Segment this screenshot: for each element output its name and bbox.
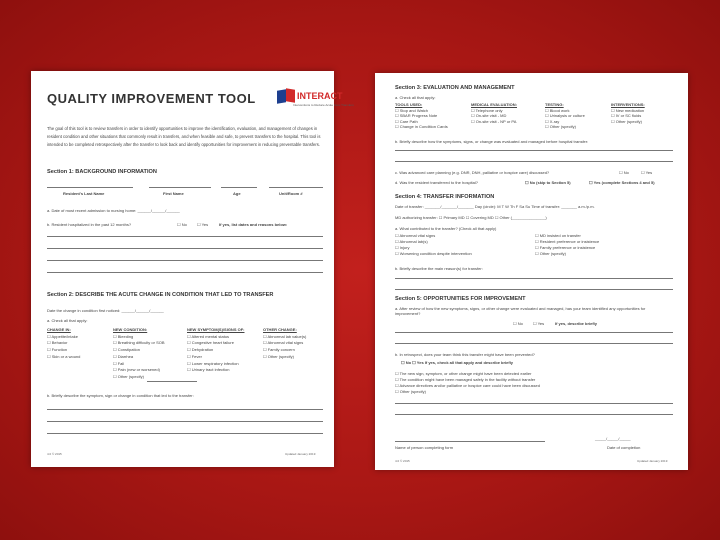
- first-name-label: First Name: [163, 191, 184, 196]
- prevention-checklist: [395, 371, 540, 395]
- checkbox-option[interactable]: ☐ Change in Condition Cards: [395, 124, 448, 130]
- answer-line[interactable]: [47, 248, 323, 249]
- answer-line[interactable]: [47, 421, 323, 422]
- footer-version: 4.0 © 2015: [47, 452, 62, 456]
- authorizing-md-line[interactable]: MD authorizing transfer: ☐ Primary MD ☐ Covering MD ☐ Other (_______________): [395, 215, 547, 220]
- column-heading: TOOLS USED:: [395, 102, 423, 107]
- logo-red-mark: [286, 88, 295, 103]
- last-name-label: Resident's Last Name: [63, 191, 105, 196]
- checkbox-option[interactable]: ☐ Function: [47, 347, 68, 353]
- medical-evaluation-column: [471, 102, 517, 124]
- contributors-column-1: [395, 233, 472, 257]
- form-page-2: [375, 73, 688, 470]
- checkbox-option[interactable]: ☐ Appetite/intake: [47, 333, 78, 339]
- signature-line[interactable]: [395, 441, 545, 442]
- checkbox-option[interactable]: ☐ Other (specify): [395, 389, 426, 394]
- admission-date-item[interactable]: a. Date of most recent admission to nursing home: ______/______/______: [47, 208, 180, 213]
- hospitalized-yes-instruction: If yes, list dates and reasons below:: [219, 222, 288, 227]
- logo-subtitle: Interventions to Reduce Acute Care Transfers: [293, 103, 354, 107]
- transferred-item: d. Was the resident transferred to the hospital?: [395, 180, 479, 185]
- footer-version: 4.0 © 2015: [395, 459, 410, 463]
- checkbox-option[interactable]: ☐ Advance directives and/or palliative or hospice care could have been discussed: [395, 383, 541, 388]
- tools-used-column: [395, 102, 448, 130]
- answer-line[interactable]: [395, 403, 673, 404]
- checkbox-option[interactable]: ☐ The new sign, symptom, or other change might have been detected earlier: [395, 371, 532, 376]
- opportunities-yes-checkbox[interactable]: ☐ Yes: [533, 321, 545, 326]
- age-line: [221, 187, 257, 188]
- checkbox-option[interactable]: ☐ MD insisted on transfer: [535, 233, 581, 238]
- prevented-item: b. In retrospect, does your team think this transfer might have been prevented?: [395, 352, 535, 357]
- new-symptoms-column: [187, 327, 244, 374]
- checkbox-option[interactable]: ☐ Other (specify): [113, 373, 144, 379]
- intro-paragraph: The goal of this tool is to review transfers in order to identify opportunities to improve the identification, evaluation, and management of changes in resident condition and other situations that commonly result in transfers, and when feasible and safe, to prevent transfers to the hospital. This tool is intended to be completed retrospectively after the transfer to look back and identify opportunities for improvement in reducing preventable transfers.: [47, 126, 321, 147]
- checkbox-option[interactable]: ☐ Diarrhea: [113, 353, 134, 359]
- transferred-no-checkbox[interactable]: ☐ No (skip to Section 5): [525, 180, 571, 185]
- hospitalized-no-checkbox[interactable]: ☐ No: [177, 222, 187, 227]
- column-heading: INTERVENTIONS:: [611, 102, 645, 107]
- checkbox-option[interactable]: ☐ Fall: [113, 360, 125, 366]
- footer-updated: Updated January 2019: [285, 452, 316, 456]
- section2-heading: Section 2: DESCRIBE THE ACUTE CHANGE IN CONDITION THAT LED TO TRANSFER: [47, 292, 274, 298]
- describe-change-item: b. Briefly describe the symptom, sign or change in condition that led to the transfer:: [47, 393, 194, 398]
- answer-line[interactable]: [395, 332, 673, 333]
- checkbox-option[interactable]: ☐ Congestive heart failure: [187, 340, 234, 346]
- answer-line[interactable]: [395, 150, 673, 151]
- checkbox-option[interactable]: ☐ Care Path: [395, 118, 418, 124]
- unit-label: Unit/Room #: [279, 191, 303, 196]
- column-heading: NEW CONDITION:: [113, 327, 148, 332]
- hospitalized-item: b. Resident hospitalized in the past 12 months?: [47, 222, 132, 227]
- opportunities-no-checkbox[interactable]: ☐ No: [513, 321, 523, 326]
- new-condition-column: [113, 327, 165, 381]
- checkbox-option[interactable]: ☐ Abnormal vital signs: [263, 340, 304, 346]
- checkbox-option[interactable]: ☐ On-site visit - NP or PA: [471, 118, 517, 124]
- care-planning-yes-checkbox[interactable]: ☐ Yes: [641, 170, 653, 175]
- checkbox-option[interactable]: ☐ Family concern: [263, 347, 295, 353]
- checkbox-option[interactable]: ☐ Telephone only: [471, 107, 503, 113]
- opportunities-instruction: If yes, describe briefly: [555, 321, 598, 326]
- logo-word: INTERACT: [297, 91, 343, 101]
- signature-label: Name of person completing form: [395, 445, 454, 450]
- checkbox-option[interactable]: ☐ Lower respiratory infection: [187, 360, 239, 366]
- checkbox-option[interactable]: ☐ On-site visit - MD: [471, 113, 507, 119]
- check-all-label: a. Check all that apply:: [47, 318, 88, 323]
- change-in-column: [47, 327, 80, 361]
- interventions-column: [611, 102, 645, 124]
- completion-date-field[interactable]: _____/_____/_____: [595, 436, 631, 441]
- checkbox-option[interactable]: ☐ Breathing difficulty or SOB: [113, 340, 165, 346]
- contributed-item: a. What contributed to the transfer? (Check all that apply): [395, 226, 497, 231]
- checkbox-option[interactable]: ☐ Blood work: [545, 107, 570, 113]
- checkbox-option[interactable]: ☐ Worsening condition despite intervention: [395, 251, 472, 256]
- checkbox-option[interactable]: ☐ Urinalysis or culture: [545, 113, 585, 119]
- checkbox-option[interactable]: ☐ Other (specify): [263, 353, 294, 359]
- answer-line[interactable]: [47, 409, 323, 410]
- form-title: QUALITY IMPROVEMENT TOOL: [47, 91, 256, 106]
- checkbox-option[interactable]: ☐ Other (specify): [545, 124, 576, 130]
- column-heading: MEDICAL EVALUATION:: [471, 102, 517, 107]
- checkbox-option[interactable]: ☐ Other (specify): [611, 118, 642, 124]
- testing-column: [545, 102, 585, 130]
- section3-heading: Section 3: EVALUATION AND MANAGEMENT: [395, 85, 515, 91]
- form-page-1: [31, 71, 354, 467]
- checkbox-option[interactable]: ☐ Skin or a wound: [47, 353, 81, 359]
- footer-updated: Updated January 2019: [637, 459, 668, 463]
- answer-line[interactable]: [395, 278, 673, 279]
- other-specify-line[interactable]: [147, 381, 197, 382]
- logo-blue-mark: [277, 89, 286, 104]
- first-name-line: [149, 187, 211, 188]
- answer-line[interactable]: [47, 433, 323, 434]
- prevented-options[interactable]: ☐ No ☐ Yes If yes, check all that apply and describe briefly: [401, 360, 514, 365]
- checkbox-option[interactable]: ☐ SBAR Progress Note: [395, 113, 438, 119]
- checkbox-option[interactable]: ☐ Other (specify): [535, 251, 566, 256]
- checkbox-option[interactable]: ☐ Altered mental status: [187, 333, 230, 339]
- interact-logo: [277, 87, 354, 117]
- care-planning-item: c. Was advanced care planning (e.g. DNR, DNH, palliative or hospice care) discussed?: [395, 170, 550, 175]
- checkbox-option[interactable]: ☐ Constipation: [113, 347, 140, 353]
- checkbox-option[interactable]: ☐ Abnormal lab(s): [395, 239, 428, 244]
- checkbox-option[interactable]: ☐ Abnormal lab value(s): [263, 333, 307, 339]
- section1-heading: Section 1: BACKGROUND INFORMATION: [47, 169, 157, 175]
- contributors-column-2: [535, 233, 599, 257]
- checkbox-option[interactable]: ☐ Abnormal vital signs: [395, 233, 436, 238]
- checkbox-option[interactable]: ☐ Dehydration: [187, 347, 214, 353]
- checkbox-option[interactable]: ☐ Bleeding: [113, 333, 134, 339]
- checkbox-option[interactable]: ☐ Pain (new or worsened): [113, 367, 160, 373]
- checkbox-option[interactable]: ☐ Behavior: [47, 340, 68, 346]
- answer-line[interactable]: [395, 343, 673, 344]
- opportunities-item: a. After review of how the new symptoms, signs, or other change were evaluated and managed, has your team identified any opportunities for improvement?: [395, 306, 646, 316]
- column-heading: NEW SYMPTOM(S)/SIGNS OF:: [187, 327, 245, 332]
- checkbox-option[interactable]: ☐ Injury: [395, 245, 410, 250]
- checkbox-option[interactable]: ☐ Urinary tract infection: [187, 367, 230, 373]
- column-heading: TESTING:: [545, 102, 564, 107]
- answer-line[interactable]: [395, 161, 673, 162]
- change-date-item[interactable]: Date the change in condition first noticed: ______/______/______: [47, 308, 164, 313]
- answer-line[interactable]: [47, 236, 323, 237]
- section5-heading: Section 5: OPPORTUNITIES FOR IMPROVEMENT: [395, 296, 526, 302]
- completion-date-label: Date of completion: [607, 445, 641, 450]
- describe-evaluation-item: b. Briefly describe how the symptoms, signs, or change was evaluated and managed before hospital transfer:: [395, 139, 589, 144]
- unit-line: [269, 187, 323, 188]
- checkbox-option[interactable]: ☐ Fever: [187, 353, 202, 359]
- answer-line[interactable]: [47, 260, 323, 261]
- answer-line[interactable]: [395, 414, 673, 415]
- checkbox-option[interactable]: ☐ Family preference or insistence: [535, 245, 596, 250]
- checkbox-option[interactable]: ☐ IV or SC fluids: [611, 113, 642, 119]
- transfer-date-line[interactable]: Date of transfer: _______/_______/_______ Day (circle): M T W Th F Sa Su Time of transfer: _______ a.m./p.m.: [395, 204, 595, 209]
- answer-line[interactable]: [395, 289, 673, 290]
- transferred-yes-checkbox[interactable]: ☐ Yes (complete Sections 4 and 5): [589, 180, 655, 185]
- hospitalized-yes-checkbox[interactable]: ☐ Yes: [197, 222, 209, 227]
- checkbox-option[interactable]: ☐ Stop and Watch: [395, 107, 429, 113]
- column-heading: OTHER CHANGE:: [263, 327, 297, 332]
- age-label: Age: [233, 191, 241, 196]
- column-heading: CHANGE IN:: [47, 327, 71, 332]
- other-change-column: [263, 327, 306, 361]
- section4-heading: Section 4: TRANSFER INFORMATION: [395, 194, 495, 200]
- main-reason-item: b. Briefly describe the main reason(s) for transfer:: [395, 266, 483, 271]
- check-all-label: a. Check all that apply:: [395, 95, 436, 100]
- answer-line[interactable]: [47, 272, 323, 273]
- checkbox-option[interactable]: ☐ The condition might have been managed safely in the facility without transfer: [395, 377, 536, 382]
- care-planning-no-checkbox[interactable]: ☐ No: [619, 170, 629, 175]
- checkbox-option[interactable]: ☐ Resident preference or insistence: [535, 239, 600, 244]
- checkbox-option[interactable]: ☐ X-ray: [545, 118, 560, 124]
- checkbox-option[interactable]: ☐ New medication: [611, 107, 645, 113]
- last-name-line: [47, 187, 133, 188]
